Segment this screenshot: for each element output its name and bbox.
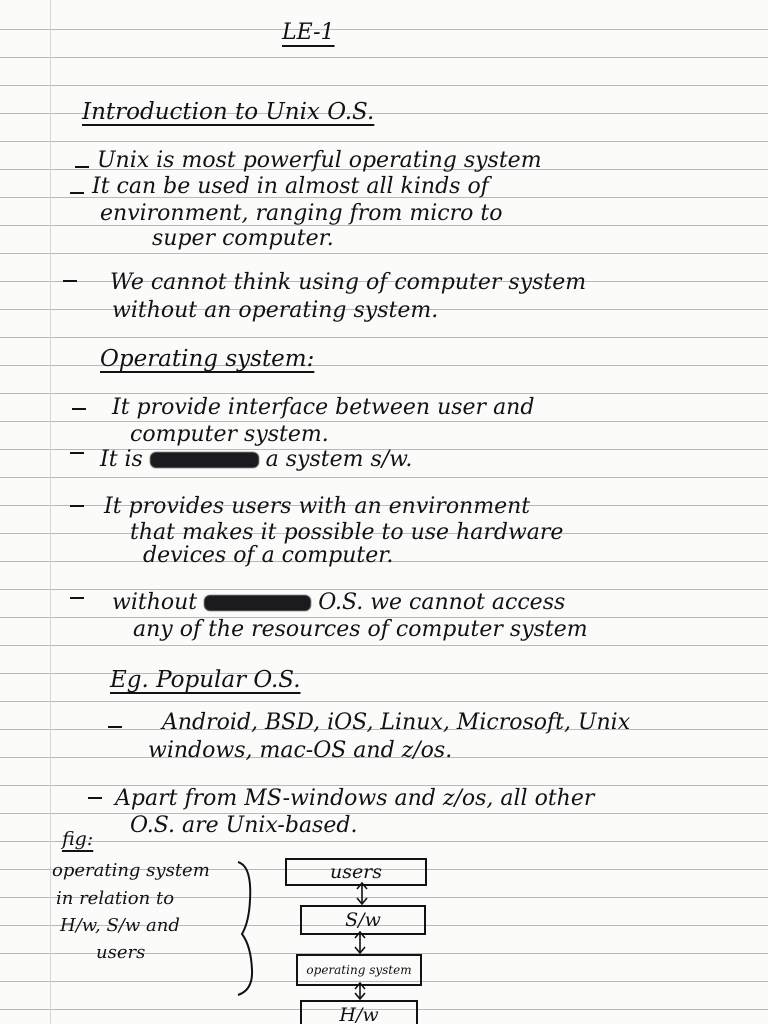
os-line: It provides users with an environment: [104, 494, 531, 519]
figure-label: fig:: [62, 828, 94, 850]
popular-os-list: windows, mac-OS and z/os.: [148, 738, 453, 763]
intro-line: environment, ranging from micro to: [100, 201, 503, 226]
figure-caption-line: operating system: [52, 860, 210, 881]
layer-label: users: [329, 860, 383, 883]
os-line-part: a system s/w.: [265, 447, 413, 472]
intro-line: without an operating system.: [112, 298, 439, 323]
os-line: computer system.: [130, 422, 329, 447]
unix-based-note: Apart from MS-windows and z/os, all other: [115, 786, 595, 811]
intro-line: It can be used in almost all kinds of: [92, 174, 489, 199]
figure-caption-line: in relation to: [56, 888, 175, 909]
intro-line: super computer.: [152, 226, 334, 251]
intro-line: Unix is most powerful operating system: [97, 148, 542, 173]
unix-based-note: O.S. are Unix-based.: [130, 813, 358, 838]
layer-label: S/w: [345, 908, 381, 931]
popular-os-list: Android, BSD, iOS, Linux, Microsoft, Unix: [162, 710, 631, 735]
os-line: devices of a computer.: [143, 543, 394, 568]
os-line: any of the resources of computer system: [133, 617, 588, 642]
popular-os-label: Eg. Popular O.S.: [110, 667, 301, 693]
os-line-part: without: [112, 590, 198, 615]
figure-caption-line: H/w, S/w and: [60, 915, 180, 936]
layer-label: operating system: [306, 963, 412, 977]
figure-caption-line: users: [96, 942, 146, 963]
os-line: that makes it possible to use hardware: [130, 520, 564, 545]
lecture-label: LE-1: [282, 20, 335, 45]
intro-line: We cannot think using of computer system: [110, 270, 587, 295]
os-heading: Operating system:: [100, 346, 315, 372]
layer-label: H/w: [339, 1003, 379, 1024]
intro-heading: Introduction to Unix O.S.: [82, 99, 375, 125]
os-line-part: O.S. we cannot access: [318, 590, 566, 615]
os-line-part: It is: [100, 447, 143, 472]
os-line: It provide interface between user and: [112, 395, 535, 420]
